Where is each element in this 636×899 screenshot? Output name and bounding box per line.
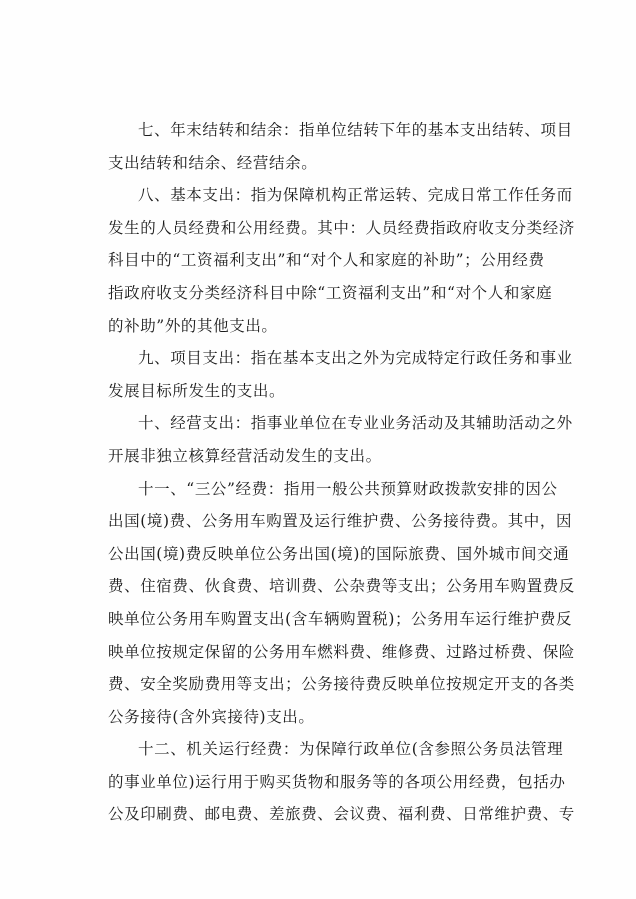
paragraph-agency-operating-costs: [108, 733, 575, 831]
text-line: 发展目标所发生的支出。: [108, 381, 286, 400]
text-line: 公出国(境)费反映单位公务出国(境)的国际旅费、国外城市间交通: [108, 544, 570, 563]
text-line: 开展非独立核算经营活动发生的支出。: [108, 446, 382, 465]
text-line: 发生的人员经费和公用经费。其中：人员经费指政府收支分类经济: [108, 218, 575, 237]
paragraph-three-public-expenses: [108, 473, 575, 734]
text-line: 科目中的“工资福利支出”和“对个人和家庭的补助”；公用经费: [108, 251, 545, 270]
body-text: [108, 114, 575, 831]
paragraph-basic-expenditure: [108, 179, 575, 342]
paragraph-operating-expenditure: [108, 407, 573, 472]
text-line: 支出结转和结余、经营结余。: [108, 153, 318, 172]
text-line: 映单位公务用车购置支出(含车辆购置税)；公务用车运行维护费反: [108, 609, 573, 628]
text-line: 九、项目支出：指在基本支出之外为完成特定行政任务和事业: [138, 349, 573, 368]
paragraph-year-end-balance: [108, 114, 573, 179]
text-line: 十、经营支出：指事业单位在专业业务活动及其辅助活动之外: [138, 414, 573, 433]
text-line: 的补助”外的其他支出。: [108, 316, 278, 335]
text-line: 八、基本支出：指为保障机构正常运转、完成日常工作任务而: [138, 186, 573, 205]
text-line: 费、安全奖励费用等支出；公务接待费反映单位按规定开支的各类: [108, 675, 575, 694]
text-line: 的事业单位)运行用于购买货物和服务等的各项公用经费，包括办: [108, 772, 566, 791]
text-line: 十二、机关运行经费：为保障行政单位(含参照公务员法管理: [138, 740, 564, 759]
text-line: 费、住宿费、伙食费、培训费、公杂费等支出；公务用车购置费反: [108, 577, 575, 596]
text-line: 指政府收支分类经济科目中除“工资福利支出”和“对个人和家庭: [108, 283, 553, 302]
text-line: 十一、“三公”经费：指用一般公共预算财政拨款安排的因公: [138, 479, 558, 498]
text-line: 公务接待(含外宾接待)支出。: [108, 707, 315, 726]
text-line: 映单位按规定保留的公务用车燃料费、维修费、过路过桥费、保险: [108, 642, 575, 661]
paragraph-project-expenditure: [108, 342, 573, 407]
text-line: 出国(境)费、公务用车购置及运行维护费、公务接待费。其中，因: [108, 512, 573, 531]
text-line: 公及印刷费、邮电费、差旅费、会议费、福利费、日常维护费、专: [108, 805, 575, 824]
text-line: 七、年末结转和结余：指单位结转下年的基本支出结转、项目: [138, 121, 573, 139]
